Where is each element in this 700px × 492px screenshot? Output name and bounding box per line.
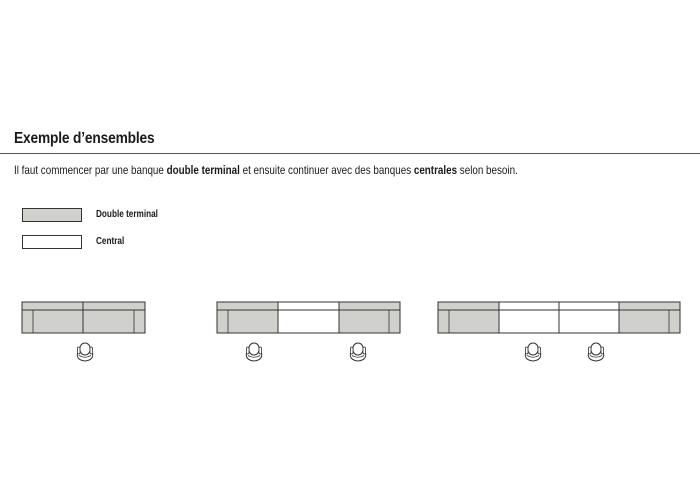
chair-icon: [525, 343, 540, 361]
ensemble-3-unit-double-terminal: [619, 302, 680, 333]
intro-part-3: selon besoin.: [457, 163, 518, 177]
intro-text: [14, 163, 518, 177]
ensemble-1-unit-double-terminal: [83, 302, 145, 333]
chair-icon: [350, 343, 365, 361]
page-title: Exemple d’ensembles: [14, 130, 155, 147]
ensemble-2-unit-central: [278, 302, 339, 333]
ensemble-1-unit-double-terminal: [22, 302, 83, 333]
ensemble-3: [438, 302, 680, 361]
chair-icon: [246, 343, 261, 361]
legend-label-central: Central: [96, 236, 125, 247]
chair-icon: [588, 343, 603, 361]
ensemble-3-unit-double-terminal: [438, 302, 499, 333]
legend-swatch-double-terminal: [22, 208, 82, 222]
intro-part-2: et ensuite continuer avec des banques: [239, 163, 414, 177]
title-divider: [0, 153, 700, 154]
intro-bold-centrales: centrales: [413, 163, 458, 177]
chair-icon: [77, 343, 92, 361]
ensembles-floor-plan: [0, 290, 700, 380]
ensemble-2-unit-double-terminal: [339, 302, 400, 333]
legend-label-double-terminal: Double terminal: [96, 209, 158, 220]
ensemble-1: [22, 302, 145, 361]
ensemble-2-unit-double-terminal: [217, 302, 278, 333]
ensemble-2: [217, 302, 400, 361]
ensemble-3-unit-central: [559, 302, 619, 333]
ensemble-3-unit-central: [499, 302, 559, 333]
legend-swatch-central: [22, 235, 82, 249]
intro-bold-double-terminal: double terminal: [166, 163, 240, 177]
intro-part-1: Il faut commencer par une banque: [14, 163, 167, 177]
